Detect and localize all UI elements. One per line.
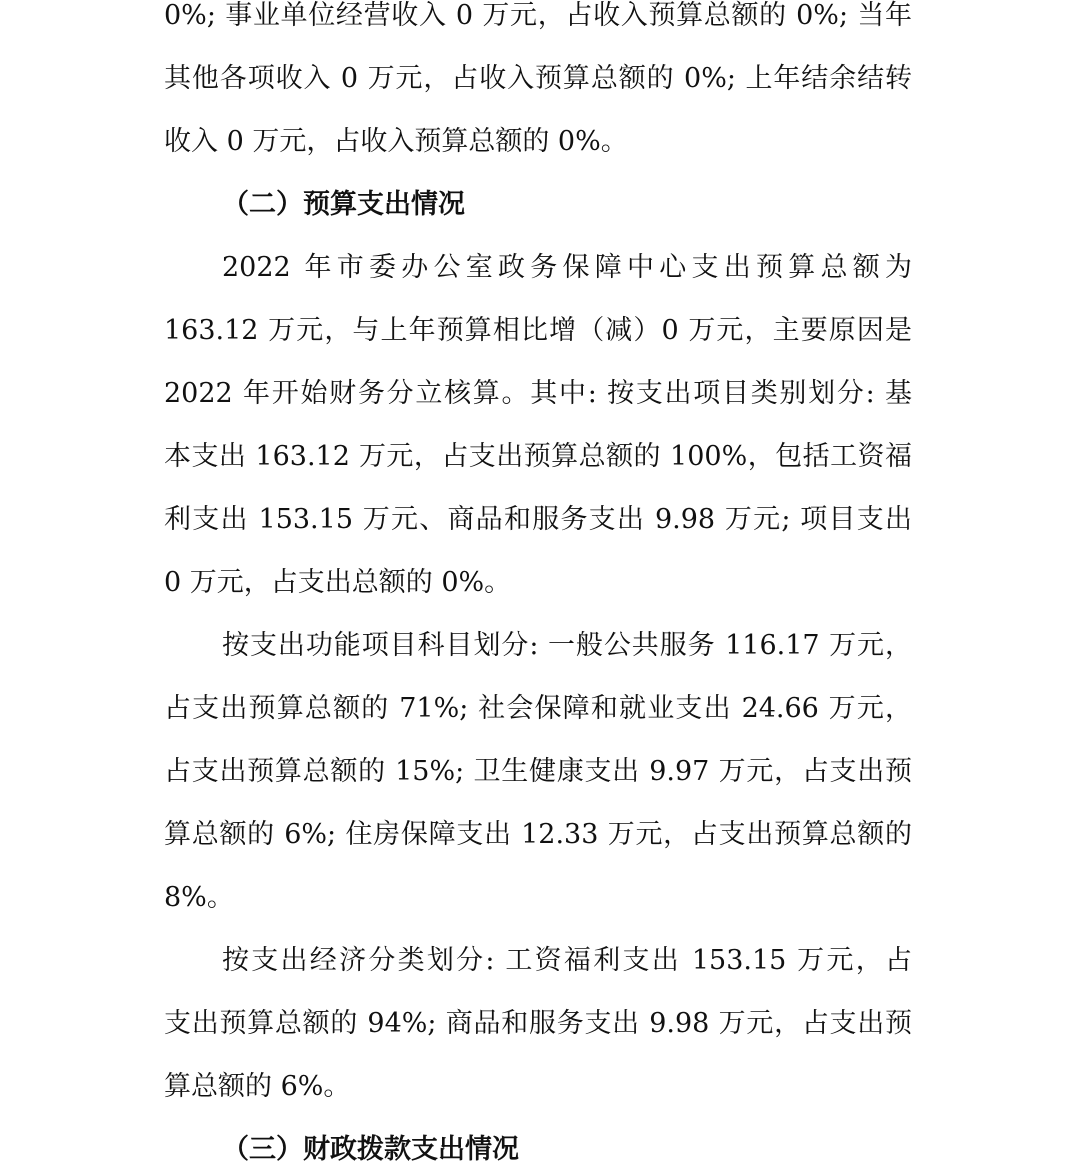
body-text-line: 占支出预算总额的 15%; 卫生健康支出 9.97 万元，占支出预 bbox=[164, 756, 912, 787]
paragraph-first-line: 2022 年市委办公室政务保障中心支出预算总额为 bbox=[222, 252, 912, 283]
body-text-line: 支出预算总额的 94%; 商品和服务支出 9.98 万元，占支出预 bbox=[164, 1008, 912, 1039]
paragraph-first-line: 按支出经济分类划分: 工资福利支出 153.15 万元，占 bbox=[222, 945, 912, 976]
body-text-line: 0%; 事业单位经营收入 0 万元，占收入预算总额的 0%; 当年 bbox=[164, 0, 912, 31]
body-text-line: 0 万元，占支出总额的 0%。 bbox=[164, 567, 512, 598]
body-text-line: 利支出 153.15 万元、商品和服务支出 9.98 万元; 项目支出 bbox=[164, 504, 912, 535]
section-heading-budget-expenditure: （二）预算支出情况 bbox=[222, 189, 465, 220]
body-text-line: 8%。 bbox=[164, 882, 234, 913]
body-text-line: 本支出 163.12 万元，占支出预算总额的 100%，包括工资福 bbox=[164, 441, 912, 472]
body-text-line: 占支出预算总额的 71%; 社会保障和就业支出 24.66 万元， bbox=[164, 693, 912, 724]
section-heading-fiscal-appropriation: （三）财政拨款支出情况 bbox=[222, 1134, 519, 1165]
body-text-line: 2022 年开始财务分立核算。其中: 按支出项目类别划分: 基 bbox=[164, 378, 912, 409]
body-text-line: 收入 0 万元，占收入预算总额的 0%。 bbox=[164, 126, 628, 157]
body-text-line: 其他各项收入 0 万元，占收入预算总额的 0%; 上年结余结转 bbox=[164, 63, 912, 94]
body-text-line: 算总额的 6%。 bbox=[164, 1071, 351, 1102]
body-text-line: 163.12 万元，与上年预算相比增（减）0 万元，主要原因是 bbox=[164, 315, 912, 346]
paragraph-first-line: 按支出功能项目科目划分: 一般公共服务 116.17 万元， bbox=[222, 630, 912, 661]
body-text-line: 算总额的 6%; 住房保障支出 12.33 万元，占支出预算总额的 bbox=[164, 819, 912, 850]
